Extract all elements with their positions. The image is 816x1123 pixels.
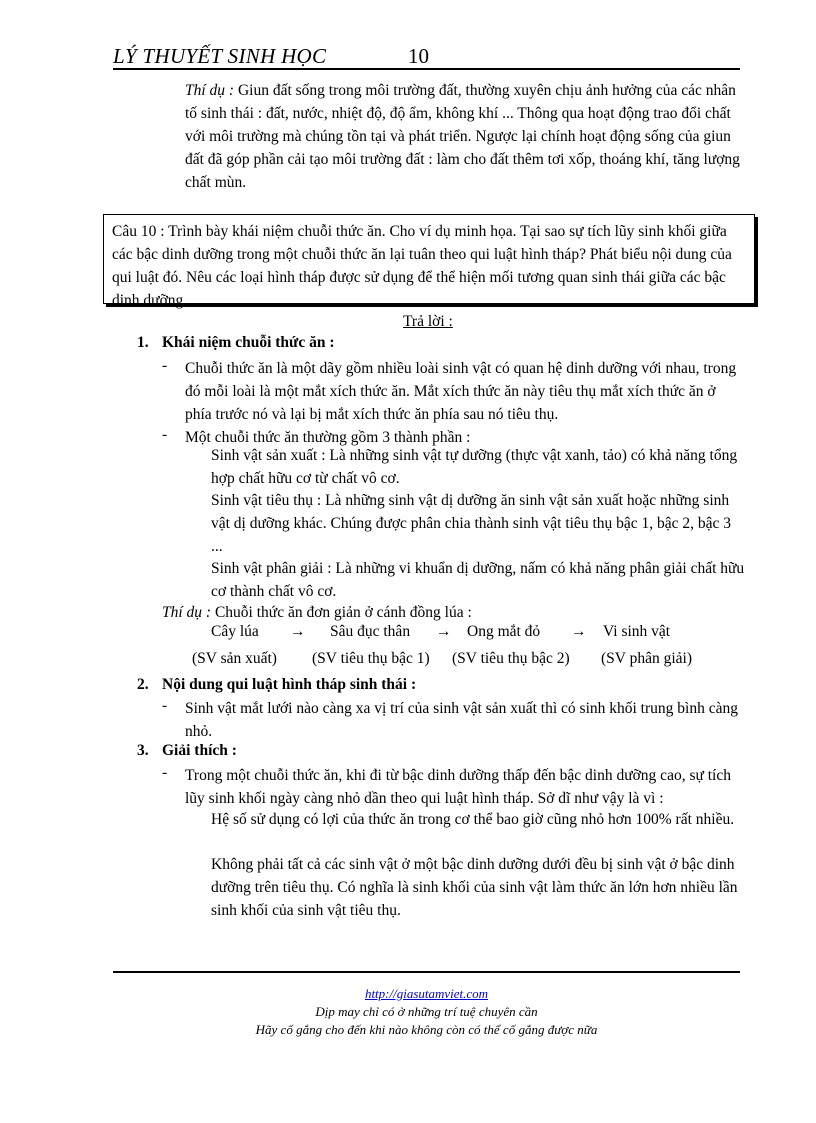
bullet-dash: - [162,357,168,374]
intro-text: Giun đất sống trong môi trường đất, thường xuyên chịu ảnh hưởng của các nhân tố sinh thái : đất, nước, nhiệt độ, độ ẩm, không khí ... Thông qua hoạt động trao đổi chất với môi trường mà chúng tồn tại và phát triển. Ngược lại chính hoạt động sống của giun đất đã góp phần cải tạo môi trường đất : làm cho đất thêm tơi xốp, thoáng khí, tăng lượng chất mùn. [185,82,740,191]
section2-number: 2. [137,676,149,693]
section3-number: 3. [137,742,149,759]
footer-link[interactable]: http://giasutamviet.com [364,986,489,1001]
chain-role-decomposer: (SV phân giải) [601,650,692,667]
header-rule [113,68,740,70]
chain-arrow: → [571,623,587,640]
consumer-definition: Sinh vật tiêu thụ : Là những sinh vật dị dưỡng ăn sinh vật sản xuất hoặc những sinh vật dị dưỡng khác. Chúng được phân chia thành sinh vật tiêu thụ bậc 1, bậc 2, bậc 3 ... [211,492,732,555]
producer-definition: Sinh vật sản xuất : Là những sinh vật tự dưỡng (thực vật xanh, tảo) có khả năng tổng hợp chất hữu cơ từ chất vô cơ. [211,447,738,487]
example-text: Chuỗi thức ăn đơn giản ở cánh đồng lúa : [214,604,472,621]
header-title: LÝ THUYẾT SINH HỌC [113,44,327,68]
footer-link-wrap [113,986,740,1002]
reason-2: Không phải tất cả các sinh vật ở một bậc dinh dưỡng dưới đều bị sinh vật ở bậc dinh dưỡng trên tiêu thụ. Có nghĩa là sinh khối của sinh vật làm thức ăn lớn hơn nhiều lần sinh khối của sinh vật tiêu thụ. [211,856,738,919]
section2-bullet1: Sinh vật mắt lưới nào càng xa vị trí của sinh vật sản xuất thì có sinh khối trung bình càng nhỏ. [185,700,738,740]
section1-bullet1: Chuỗi thức ăn là một dãy gồm nhiều loài sinh vật có quan hệ dinh dưỡng với nhau, trong đó mỗi loài là một mắt xích thức ăn. Mắt xích thức ăn này tiêu thụ mắt xích thức ăn ở phía trước nó và lại bị mắt xích thức ăn phía sau nó tiêu thụ. [185,360,737,423]
bullet-dash: - [162,426,168,443]
chain-role-consumer1: (SV tiêu thụ bậc 1) [312,650,430,667]
chain-item-rice: Cây lúa [211,623,259,640]
section1-number: 1. [137,334,149,351]
intro-paragraph [185,79,745,194]
chain-item-wasp: Ong mắt đỏ [467,623,541,640]
section1-bullet2: Một chuỗi thức ăn thường gồm 3 thành phần : [185,429,471,446]
section1-title: Khái niệm chuỗi thức ăn : [162,334,335,351]
reason-1: Hệ số sử dụng có lợi của thức ăn trong cơ thể bao giờ cũng nhỏ hơn 100% rất nhiều. [211,811,735,828]
answer-label: Trả lời : [403,313,453,330]
question-text: Câu 10 : Trình bày khái niệm chuỗi thức ăn. Cho ví dụ minh họa. Tại sao sự tích lũy sinh khối giữa các bậc dinh dưỡng trong một chuỗi thức ăn lại tuân theo qui luật hình tháp? Phát biểu nội dung của qui luật đó. Nêu các loại hình tháp được sử dụng để thể hiện mối tương quan sinh thái giữa các bậc dinh dưỡng. [112,223,732,309]
chain-item-borer: Sâu đục thân [330,623,411,640]
section2-title: Nội dung qui luật hình tháp sinh thái : [162,676,417,693]
page-number: 10 [408,44,429,68]
section3-title: Giải thích : [162,742,237,759]
example-label: Thí dụ : [162,604,212,621]
footer-motto-2: Hãy cố gắng cho đến khi nào không còn có thể cố gắng được nữa [255,1022,598,1037]
chain-arrow: → [290,623,306,640]
chain-item-microbe: Vi sinh vật [603,623,671,640]
example-line [162,601,742,624]
bullet-dash: - [162,764,168,781]
decomposer-definition: Sinh vật phân giải : Là những vi khuẩn dị dưỡng, nấm có khả năng phân giải chất hữu cơ thành chất vô cơ. [211,560,745,600]
bullet-dash: - [162,697,168,714]
question-box [103,214,755,309]
chain-role-consumer2: (SV tiêu thụ bậc 2) [452,650,570,667]
footer-motto-1: Dịp may chỉ có ở những trí tuệ chuyên cần [315,1004,538,1019]
intro-label: Thí dụ : [185,82,235,99]
footer-rule [113,971,740,973]
chain-arrow: → [436,623,452,640]
section3-bullet1: Trong một chuỗi thức ăn, khi đi từ bậc dinh dưỡng thấp đến bậc dinh dưỡng cao, sự tích lũy sinh khối ngày càng nhỏ dần theo qui luật hình tháp. Sở dĩ như vậy là vì : [185,767,731,807]
chain-role-producer: (SV sản xuất) [192,650,277,667]
